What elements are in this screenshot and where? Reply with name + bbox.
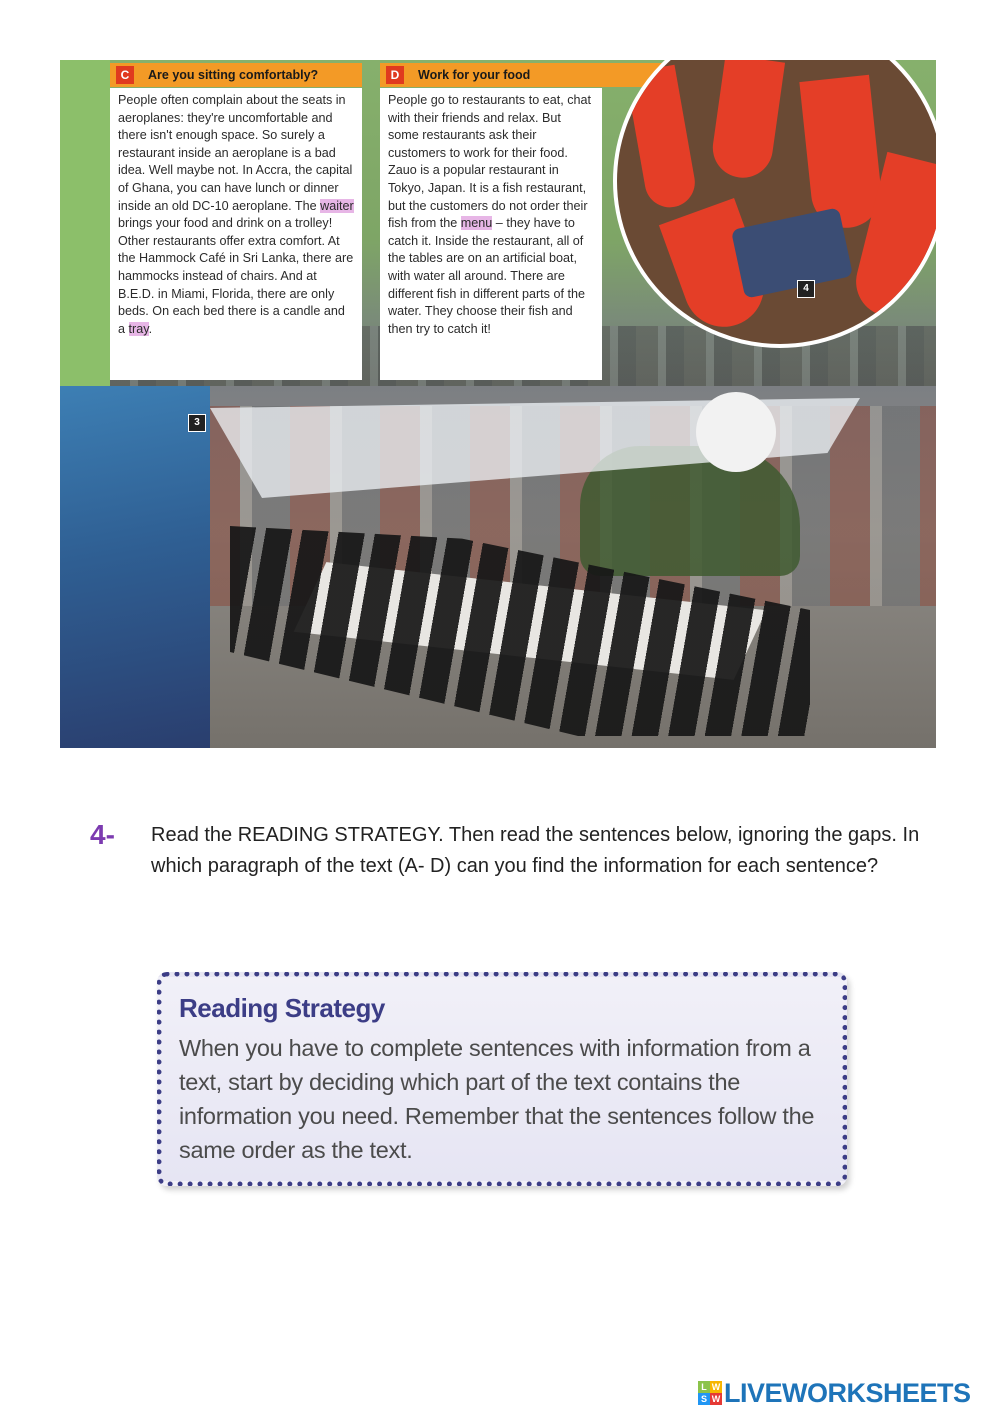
section-c-paragraph [118,92,354,338]
section-c-column [110,88,362,380]
logo-text: LIVEWORKSHEETS [724,1378,971,1408]
liveworksheets-logo [698,1378,971,1408]
highlight-waiter: waiter [320,198,354,213]
reading-strategy-body: When you have to complete sentences with information from a text, start by deciding which part of the text contains the information you need. Remember that the sentences follow the same order as the text. [179,1035,815,1163]
hammock-shape [625,65,699,212]
green-margin [60,60,110,386]
logo-mark-letter: W [711,1394,721,1404]
logo-mark-letter: W [711,1382,721,1392]
highlight-tray: tray [128,321,149,336]
reading-strategy-title: Reading Strategy [179,993,385,1023]
logo-mark-icon [698,1381,722,1405]
section-d-paragraph [388,92,594,338]
textbook-image [60,60,936,748]
logo-mark-letter: L [698,1381,710,1393]
section-letter-c: C [116,66,134,84]
section-c-text-part2: brings your food and drink on a trolley! Other restaurants offer extra comfort. At the Hammock Café in Sri Lanka, there are hammocks instead of chairs. And at B.E.D. in Miami, Florida, there are only beds. On each bed there is a candle and a [118,216,354,336]
section-d-text-part1: People go to restaurants to eat, chat with their friends and relax. But some restaurants ask their customers to work for their food. Zauo is a popular restaurant in Tokyo, Japan. It is a fish restaurant, but the customers do not order their fish from the [388,93,592,231]
photo-number-3: 3 [188,414,206,432]
light-balloon [696,392,776,472]
hammock-cafe-photo [613,60,936,348]
section-heading-d: Work for your food [418,68,531,82]
section-d-column [380,88,602,380]
hammock-shape [799,75,884,231]
hammock-shape [709,60,785,182]
text-area-background [60,60,936,386]
table-mat-shape [731,207,853,298]
section-letter-d: D [386,66,404,84]
exercise-number: 4- [90,819,115,850]
section-d-text-part2: – they have to catch it. Inside the restaurant, all of the tables are on an artificial boat, with water all around. There are different fish in different parts of the water. They choose their fish and then try to catch it! [388,216,585,336]
section-c-text-end: . [148,321,153,336]
reading-strategy-box [157,972,847,1186]
section-c-text-part1: People often complain about the seats in aeroplanes: they're uncomfortable and there isn't enough space. So surely a restaurant inside an aeroplane is a bad idea. Well maybe not. In Accra, the capital of Ghana, you can have lunch or dinner inside an old DC-10 aeroplane. The [118,93,353,213]
photo-number-4: 4 [797,280,815,298]
dinner-in-the-sky-photo [60,386,936,748]
aquarium-photo [60,386,210,748]
section-heading-c: Are you sitting comfortably? [148,68,319,82]
exercise-instruction: Read the READING STRATEGY. Then read the sentences below, ignoring the gaps. In which paragraph of the text (A- D) can you find the information for each sentence? [151,824,920,877]
logo-mark-letter: S [698,1393,710,1405]
highlight-menu: menu [460,216,493,231]
